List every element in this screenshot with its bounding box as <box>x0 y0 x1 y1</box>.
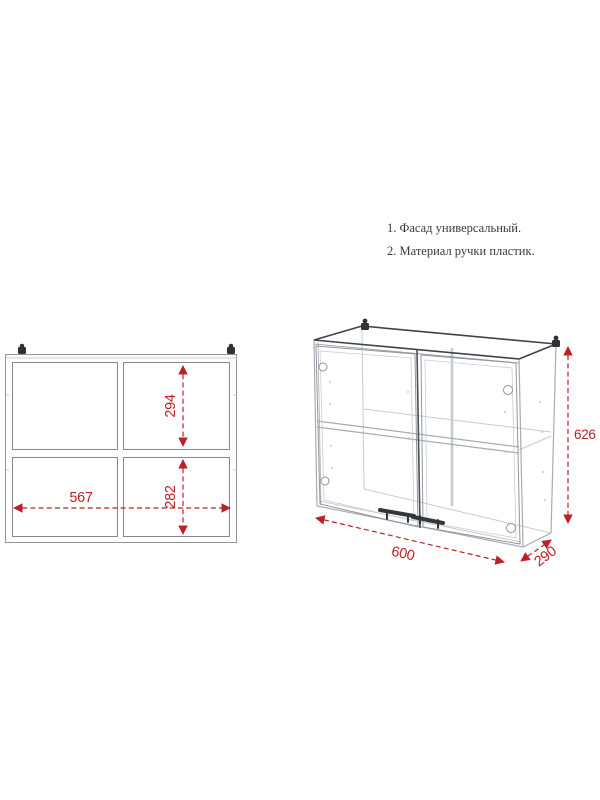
hanger-body <box>361 323 369 330</box>
note-line-1: 1. Фасад универсальный. <box>387 221 522 235</box>
wall-hanger-back-right <box>552 336 560 347</box>
pin-hole <box>329 381 331 383</box>
dim-label-282: 282 <box>163 485 179 509</box>
left-door-inner-frame <box>320 351 414 521</box>
pin-hole <box>504 411 506 413</box>
cabinet-wireframe <box>314 319 560 547</box>
hanger-knob <box>554 336 559 341</box>
back-left-edge <box>362 326 364 489</box>
hinge-top-left <box>319 363 327 371</box>
pin-hole <box>544 499 546 501</box>
front-view-carcass <box>6 355 237 543</box>
top-right-edge <box>519 344 556 359</box>
dim-label-290: 290 <box>531 543 560 571</box>
door-panel-top-left <box>13 363 118 450</box>
top-panel-edges <box>314 326 556 359</box>
door-panel-bottom-left <box>13 458 118 537</box>
right-door <box>421 355 520 544</box>
pin-hole <box>541 431 543 433</box>
hanger-body <box>18 347 26 354</box>
wall-hanger-back-left <box>361 319 369 330</box>
pin-hole <box>407 391 409 393</box>
pin-hole <box>330 445 332 447</box>
dim-label-294: 294 <box>163 394 179 418</box>
pin-hole <box>331 467 333 469</box>
handle-bar-left <box>380 510 414 516</box>
pin-hole <box>505 451 507 453</box>
hinge-top-right <box>504 386 513 395</box>
perspective-dimensions <box>316 347 596 570</box>
top-back-edge <box>362 326 556 344</box>
perspective-view <box>314 319 596 571</box>
shelf-back-edge <box>364 409 551 432</box>
dim-height <box>568 347 596 523</box>
top-left-edge <box>314 326 362 340</box>
pin-hole <box>542 471 544 473</box>
hanger-body <box>552 340 560 347</box>
wall-hanger-left <box>18 344 26 354</box>
hinge-bottom-left <box>321 477 329 485</box>
left-door <box>316 346 418 527</box>
right-door-inner-frame <box>425 360 516 538</box>
note-line-2: 2. Материал ручки пластик. <box>387 244 535 258</box>
wall-hanger-right <box>227 344 235 354</box>
pin-hole <box>408 437 410 439</box>
hanger-knob <box>363 319 368 324</box>
hanger-body <box>227 347 235 354</box>
pin-hole <box>329 403 331 405</box>
back-right-edge <box>551 344 556 533</box>
dim-label-567: 567 <box>69 490 93 506</box>
pin-hole <box>539 401 541 403</box>
hinge-bottom-right <box>507 524 516 533</box>
front-view <box>6 344 237 543</box>
shelf-side-edge <box>519 436 551 450</box>
dim-label-600: 600 <box>389 543 416 565</box>
dim-label-626: 626 <box>574 427 596 442</box>
